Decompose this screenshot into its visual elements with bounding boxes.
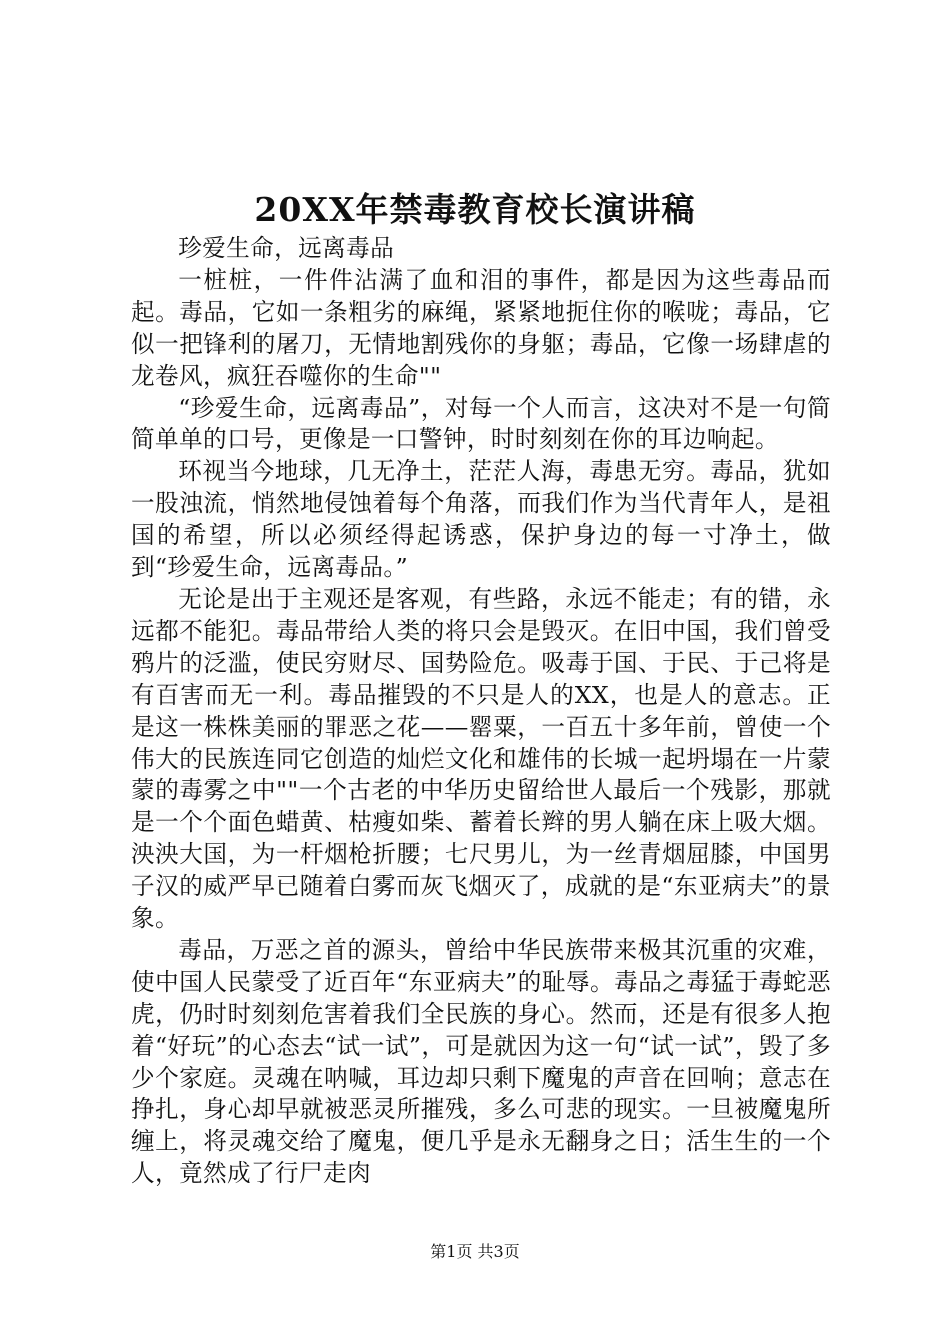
page-number-footer: 第1页 共3页 [430, 1242, 520, 1261]
paragraph: 无论是出于主观还是客观，有些路，永远不能走；有的错，永远都不能犯。毒品带给人类的将只会是毁灭。在旧中国，我们曾受鸦片的泛滥，使民穷财尽、国势险危。吸毒于国、于民、于己将是有百害而无一利。毒品摧毁的不只是人的XX，也是人的意志。正是这一株株美丽的罪恶之花——罂粟，一百五十多年前，曾使一个伟大的民族连同它创造的灿烂文化和雄伟的长城一起坍塌在一片蒙蒙的毒雾之中""一个古老的中华历史留给世人最后一个残影，那就是一个个面色蜡黄、枯瘦如柴、蓄着长辫的男人躺在床上吸大烟。泱泱大国，为一杆烟枪折腰；七尺男儿，为一丝青烟屈膝，中国男子汉的威严早已随着白雾而灰飞烟灭了，成就的是“东亚病夫”的景象。 [131, 584, 831, 933]
paragraph: “珍爱生命，远离毒品”，对每一个人而言，这决对不是一句简简单单的口号，更像是一口警钟，时时刻刻在你的耳边响起。 [131, 393, 831, 454]
paragraph: 环视当今地球，几无净土，茫茫人海，毒患无穷。毒品，犹如一股浊流，悄然地侵蚀着每个角落，而我们作为当代青年人，是祖国的希望，所以必须经得起诱惑，保护身边的每一寸净土，做到“珍爱生命，远离毒品。” [131, 457, 831, 582]
paragraph: 一桩桩，一件件沾满了血和泪的事件，都是因为这些毒品而起。毒品，它如一条粗劣的麻绳，紧紧地扼住你的喉咙；毒品，它似一把锋利的屠刀，无情地割残你的身躯；毒品，它像一场肆虐的龙卷风，疯狂吞噬你的生命"" [131, 265, 831, 390]
document-title: 20XX年禁毒教育校长演讲稿 [254, 190, 696, 229]
paragraph: 毒品，万恶之首的源头，曾给中华民族带来极其沉重的灾难，使中国人民蒙受了近百年“东亚病夫”的耻辱。毒品之毒猛于毒蛇恶虎，仍时时刻刻危害着我们全民族的身心。然而，还是有很多人抱着“好玩”的心态去“试一试”，可是就因为这一句“试一试”，毁了多少个家庭。灵魂在呐喊，耳边却只剩下魔鬼的声音在回响；意志在挣扎，身心却早就被恶灵所摧残，多么可悲的现实。一旦被魔鬼所缠上，将灵魂交给了魔鬼，便几乎是永无翻身之日；活生生的一个人，竟然成了行尸走肉 [131, 935, 831, 1188]
paragraph-subtitle: 珍爱生命，远离毒品 [178, 234, 395, 262]
document-body [131, 233, 831, 1190]
